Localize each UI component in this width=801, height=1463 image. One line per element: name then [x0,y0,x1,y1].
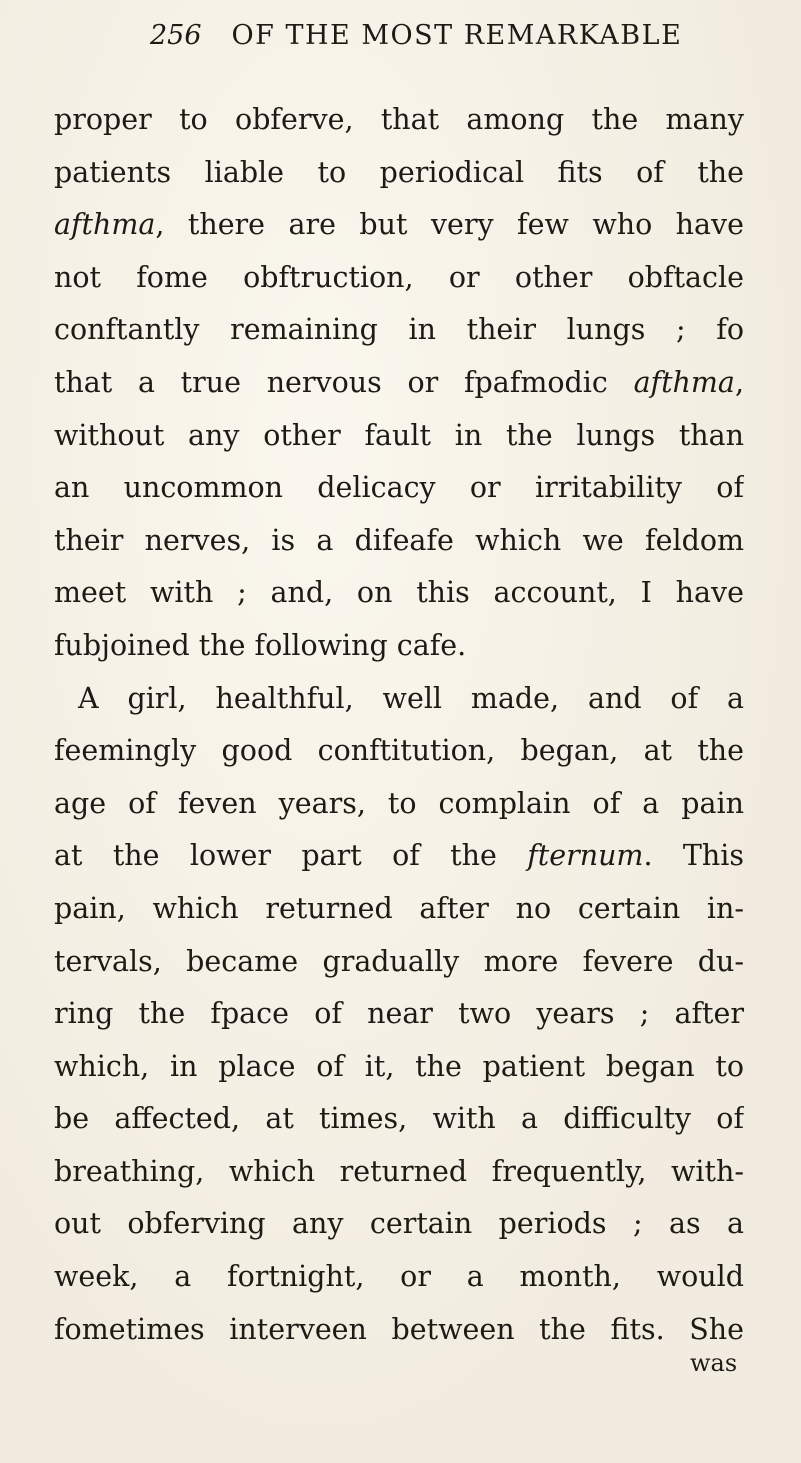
text-line: feemingly good conftitution, began, at the [54,734,744,768]
text-line: their nerves, is a difeafe which we feldom [54,523,744,557]
running-head [150,20,690,51]
text-line: fubjoined the following cafe. [54,628,467,662]
text-line: pain, which returned after no certain in- [54,891,744,925]
text-line [54,357,744,410]
text-line: tervals, became gradually more fevere du- [54,944,744,978]
text-line: out obferving any certain periods ; as a [54,1207,744,1241]
text-line: an uncommon delicacy or irritability of [54,471,744,505]
catchword: was [690,1349,738,1377]
text-line: ring the fpace of near two years ; after [54,997,744,1031]
italic-term: fternum [527,839,644,873]
text-line: week, a fortnight, or a month, would [54,1260,744,1294]
text-line: patients liable to periodical fits of the [54,155,744,189]
text-line: not fome obftruction, or other obftacle [54,260,744,294]
italic-term: afthma [633,365,735,399]
running-title: OF THE MOST REMARKABLE [231,20,683,51]
text-line: conftantly remaining in their lungs ; fo [54,313,744,347]
text-line: be affected, at times, with a difficulty of [54,1102,744,1136]
text-segment: , there are but very few who have [155,208,744,242]
text-line: which, in place of it, the patient began to [54,1049,744,1083]
text-line: fometimes interveen between the fits. She [54,1312,744,1346]
text-segment: that a true nervous or fpafmodic [54,365,634,399]
text-line [54,199,744,252]
text-segment: . This [643,839,744,873]
page-number: 256 [150,20,202,51]
text-line: without any other fault in the lungs than [54,418,744,452]
text-line: breathing, which returned frequently, with- [54,1154,744,1188]
text-segment: , [734,365,744,399]
body-text [54,94,744,1356]
text-line: proper to obferve, that among the many [54,103,744,136]
text-line [54,830,744,883]
italic-term: afthma [54,208,156,242]
text-line: age of feven years, to complain of a pain [54,786,744,820]
text-line: meet with ; and, on this account, I have [54,576,744,610]
text-line: A girl, healthful, well made, and of a [78,681,744,715]
text-segment: at the lower part of the [54,839,528,873]
